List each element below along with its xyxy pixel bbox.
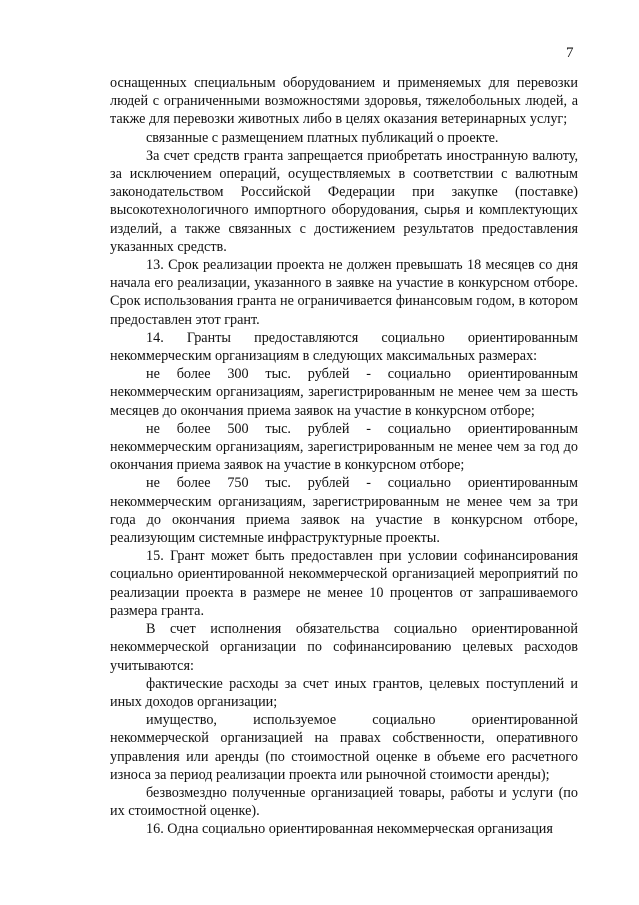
- paragraph: имущество, используемое социально ориентированной некоммерческой организацией на правах собственности, оперативного управления или аренды (по стоимостной оценке в объеме его расчетного износа за период реализации проекта или рыночной стоимости аренды);: [110, 712, 578, 783]
- paragraph: 14. Гранты предоставляются социально ориентированным некоммерческим организациям в следующих максимальных размерах:: [110, 329, 578, 365]
- paragraph: 13. Срок реализации проекта не должен превышать 18 месяцев со дня начала его реализации, указанного в заявке на участие в конкурсном отборе. Срок использования гранта не ограничивается финансовым годом, в котором предоставлен этот грант.: [110, 257, 578, 328]
- paragraph: не более 500 тыс. рублей - социально ориентированным некоммерческим организациям, зарегистрированным не менее чем за год до окончания приема заявок на участие в конкурсном отборе;: [110, 420, 578, 474]
- paragraph: безвозмездно полученные организацией товары, работы и услуги (по их стоимостной оценке).: [110, 784, 578, 820]
- paragraph: В счет исполнения обязательства социально ориентированной некоммерческой организации по софинансированию целевых расходов учитываются:: [110, 621, 578, 674]
- paragraph: не более 750 тыс. рублей - социально ориентированным некоммерческим организациям, зарегистрированным не менее чем за три года до окончания приема заявок на участие в конкурсном отборе, реализующим системные инфраструктурные проекты.: [110, 475, 578, 547]
- paragraph: не более 300 тыс. рублей - социально ориентированным некоммерческим организациям, зарегистрированным не менее чем за шесть месяцев до окончания приема заявок на участие в конкурсном отборе;: [110, 366, 578, 419]
- paragraph: фактические расходы за счет иных грантов, целевых поступлений и иных доходов организации;: [110, 675, 578, 710]
- paragraph: 16. Одна социально ориентированная некоммерческая организация: [146, 821, 553, 838]
- paragraph: оснащенных специальным оборудованием и применяемых для перевозки людей с ограниченными возможностями здоровья, тяжелобольных людей, а также для перевозки животных либо в целях оказания ветеринарных услуг;: [110, 75, 578, 128]
- page-number: 7: [566, 45, 574, 61]
- document-body: [110, 74, 578, 839]
- paragraph: За счет средств гранта запрещается приобретать иностранную валюту, за исключением операций, осуществляемых в соответствии с валютным законодательством Российской Федерации при закупке (поставке) высокотехнологичного импортного оборудования, сырья и комплектующих изделий, а также связанных с достижением результатов предоставления указанных средств.: [110, 147, 578, 255]
- paragraph: связанные с размещением платных публикаций о проекте.: [146, 129, 499, 146]
- paragraph: 15. Грант может быть предоставлен при условии софинансирования социально ориентированной некоммерческой организацией мероприятий по реализации проекта в размере не менее 10 процентов от запрашиваемого размера гранта.: [110, 548, 578, 619]
